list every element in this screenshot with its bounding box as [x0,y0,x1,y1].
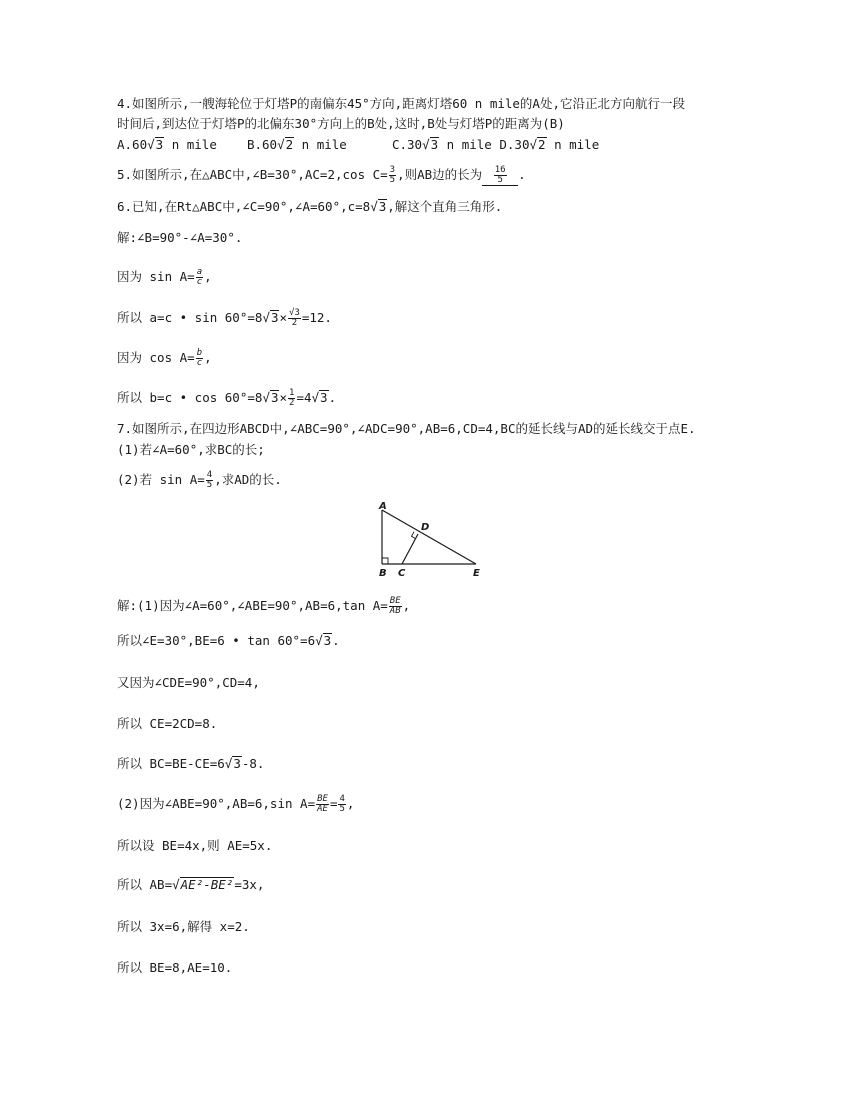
right-angle-mark-d [412,532,416,539]
label-b: B [379,568,387,579]
q4-option-c: C.30√3 n mile [391,137,492,152]
right-angle-mark-b [382,558,388,564]
q7-solution-2: 所以∠E=30°,BE=6 • tan 60°=6√3. [117,633,340,648]
q7-solution-1: 解:(1)因为∠A=60°,∠ABE=90°,AB=6,tan A= $\frac{BE}{AB}$ , [117,596,411,616]
q7-solution-7: 所以设 BE=4x,则 AE=5x. [117,838,273,853]
q5-cos-fraction: $\frac{3}{5}$ [389,165,396,185]
q4-option-d: D.30√2 n mile [499,137,600,152]
q7-solution-6: (2)因为∠ABE=90°,AB=6,sin A= $\frac{BE}{AE}$ = $\frac{4}{5}$ , [117,794,355,814]
q7-solution-5: 所以 BC=BE-CE=6√3-8. [117,756,265,771]
q4-options [117,137,599,153]
quadrilateral-figure [370,498,490,582]
label-d: D [421,522,430,533]
q7-solution-8: 所以 AB=√AE²-BE²=3x, [117,877,265,892]
q7-stem: 7.如图所示,在四边形ABCD中,∠ABC=90°,∠ADC=90°,AB=6,CD=4,BC的延长线与AD的延长线交于点E. [117,421,696,436]
label-c: C [398,568,406,579]
label-e: E [473,568,480,579]
q4-option-b: B.60√2 n mile [246,137,347,152]
q6-solution-4: 因为 cos A= $\frac{b}{c}$ , [117,348,212,368]
q6-solution-3: 所以 a=c • sin 60°=8√3× $\frac{√3}{2}$ =12. [117,308,332,328]
q5-stem: 5.如图所示,在△ABC中,∠B=30°,AC=2,cos C= $\frac{3}{5}$ ,则AB边的长为 $\frac{16}{5}$ . [117,165,526,185]
q5-answer-blank: $\frac{16}{5}$ [482,166,518,186]
q7-solution-4: 所以 CE=2CD=8. [117,716,218,731]
q6-stem: 6.已知,在Rt△ABC中,∠C=90°,∠A=60°,c=8√3,解这个直角三角形. [117,199,503,214]
q4-option-a: A.60√3 n mile [117,137,217,152]
q7-solution-3: 又因为∠CDE=90°,CD=4, [117,675,260,690]
segment-ae [382,510,476,564]
q6-solution-1: 解:∠B=90°-∠A=30°. [117,230,243,245]
q7-solution-9: 所以 3x=6,解得 x=2. [117,919,250,934]
q7-part1: (1)若∠A=60°,求BC的长; [117,442,265,457]
q4-stem-line1: 4.如图所示,一艘海轮位于灯塔P的南偏东45°方向,距离灯塔60 n mile的A处,它沿正北方向航行一段 [117,96,685,111]
q4-stem-line2: 时间后,到达位于灯塔P的北偏东30°方向上的B处,这时,B处与灯塔P的距离为(B) [117,116,565,131]
q7-solution-10: 所以 BE=8,AE=10. [117,960,233,975]
q7-part2: (2)若 sin A= $\frac{4}{5}$ ,求AD的长. [117,470,282,490]
q6-solution-5: 所以 b=c • cos 60°=8√3× $\frac{1}{2}$ =4√3. [117,388,337,408]
label-a: A [379,501,387,512]
q6-solution-2: 因为 sin A= $\frac{a}{c}$ , [117,267,212,287]
